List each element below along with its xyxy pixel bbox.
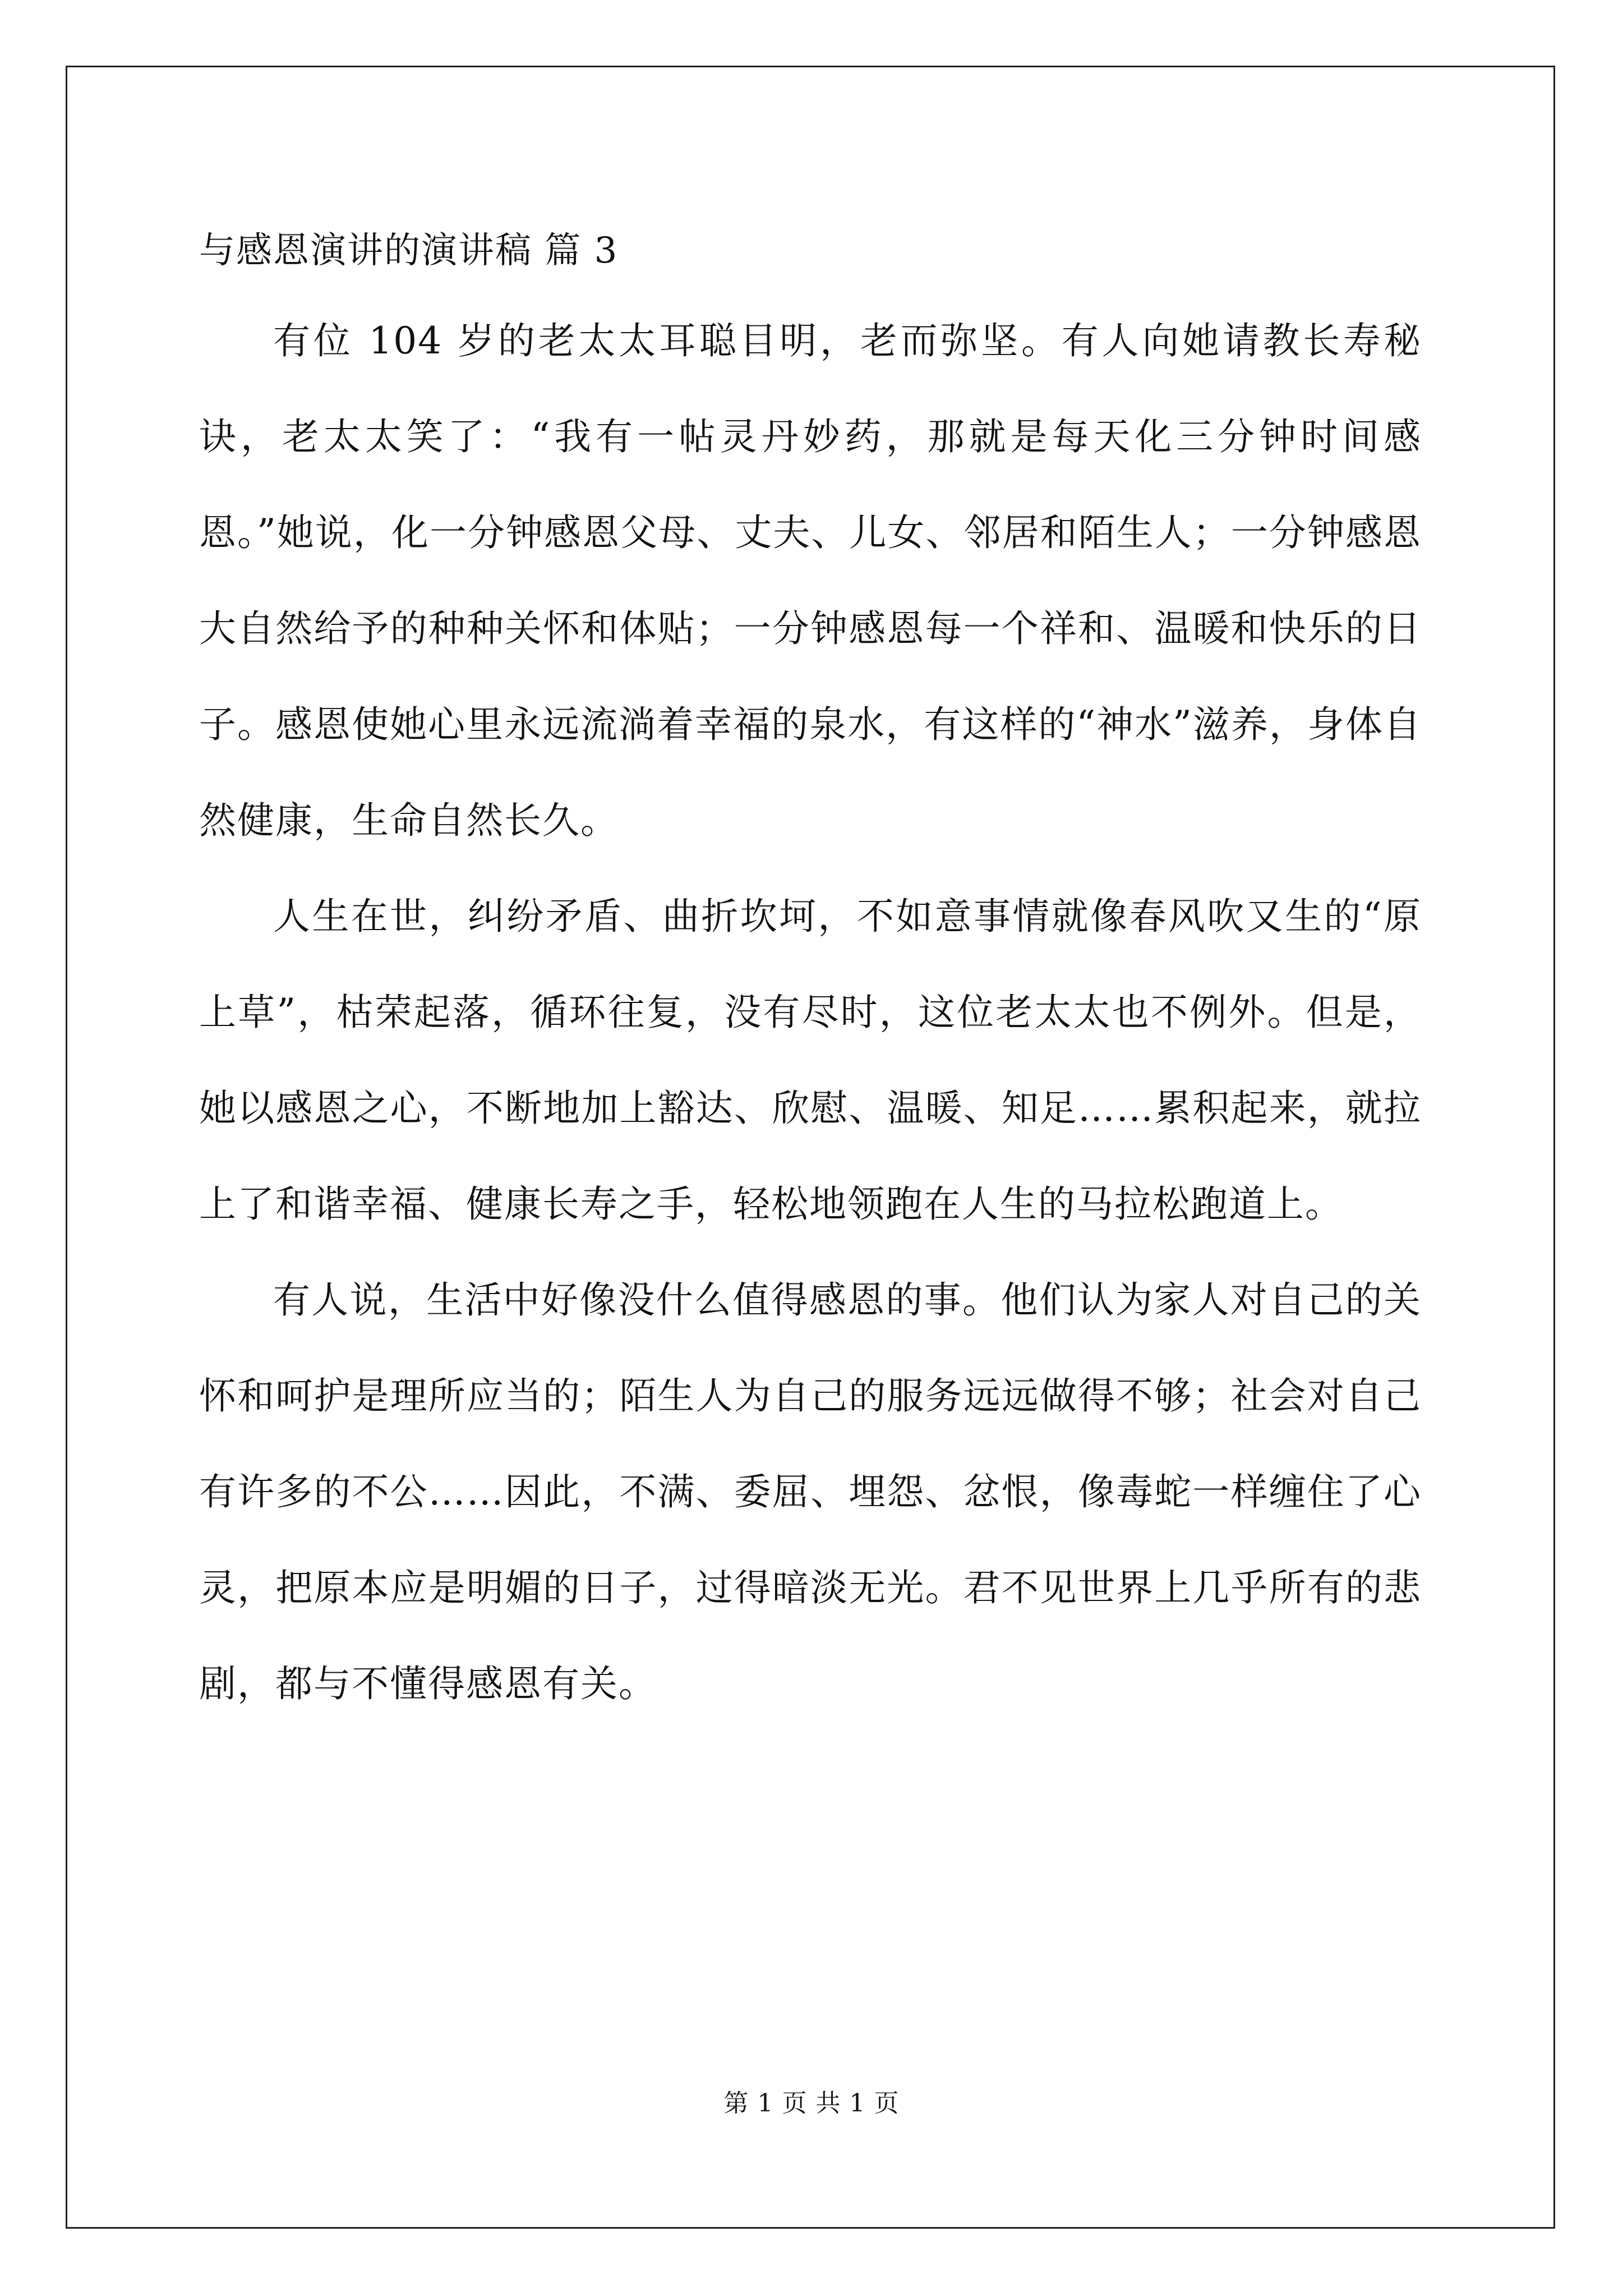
paragraph-3: 有人说，生活中好像没什么值得感恩的事。他们认为家人对自己的关怀和呵护是理所应当的；陌生人为自己的服务远远做得不够；社会对自己有许多的不公……因此，不满、委屈、埋怨、忿恨，像毒蛇一样缠住了心灵，把原本应是明媚的日子，过得暗淡无光。君不见世界上几乎所有的悲剧，都与不懂得感恩有关。 <box>199 1278 1422 1705</box>
paragraph-1: 有位 104 岁的老太太耳聪目明，老而弥坚。有人向她请教长寿秘诀，老太太笑了：“我有一帖灵丹妙药，那就是每天化三分钟时间感恩。”她说，化一分钟感恩父母、丈夫、儿女、邻居和陌生人；一分钟感恩大自然给予的种种关怀和体贴；一分钟感恩每一个祥和、温暖和快乐的日子。感恩使她心里永远流淌着幸福的泉水，有这样的“神水”滋养，身体自然健康，生命自然长久。 <box>199 319 1422 842</box>
document-title: 与感恩演讲的演讲稿 篇 3 <box>199 230 619 272</box>
paragraph-2: 人生在世，纠纷矛盾、曲折坎坷，不如意事情就像春风吹又生的“原上草”，枯荣起落，循环往复，没有尽时，这位老太太也不例外。但是，她以感恩之心，不断地加上豁达、欣慰、温暖、知足……累积起来，就拉上了和谐幸福、健康长寿之手，轻松地领跑在人生的马拉松跑道上。 <box>199 895 1422 1226</box>
document-body <box>199 209 1422 1732</box>
page-footer: 第 1 页 共 1 页 <box>723 2089 900 2118</box>
